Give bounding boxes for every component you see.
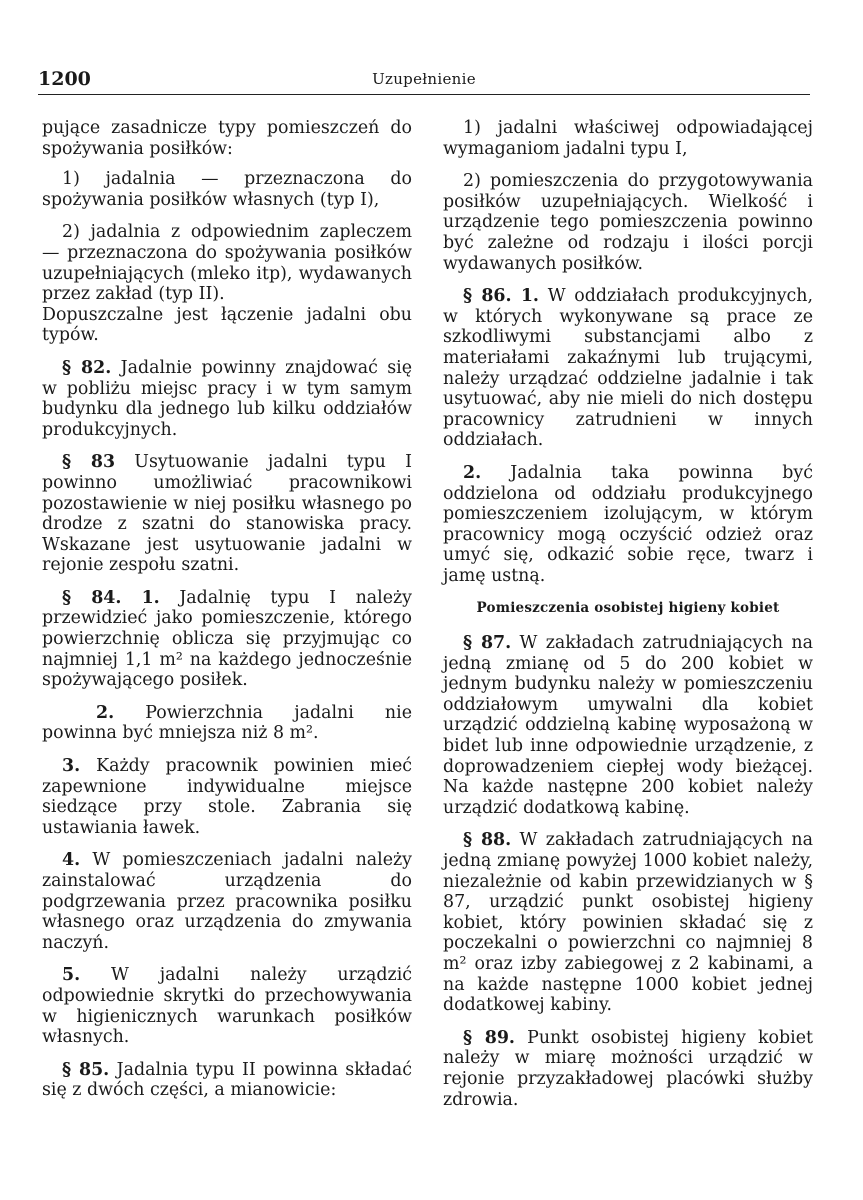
paragraph-section-88: § 88. W zakładach zatrudniających na jedną zmianę powyżej 1000 kobiet należy, niezależnie od kabin przewidzianych w § 87, urządzić punkt osobistej higieny kobiet, który powinien składać się z poczekalni o powierzchni co najmniej 8 m² oraz izby zabiegowej z 2 kabinami, a na każde następne 1000 kobiet jednej dodatkowej kabiny. xyxy=(443,830,813,1016)
list-item: 1) jadalnia — przeznaczona do spożywania posiłków własnych (typ I), xyxy=(42,169,412,210)
section-mark: § 88. xyxy=(463,830,512,851)
running-title: Uzupełnienie xyxy=(372,70,476,88)
paragraph-section-84-1: § 84. 1. Jadalnię typu I należy przewidzieć jako pomieszczenie, którego powierzchnię oblicza się przyjmując co najmniej 1,1 m² na każdego jednocześnie spożywającego posiłek. xyxy=(42,587,412,691)
paragraph-section-84-5: 5. W jadalni należy urządzić odpowiednie skrytki do przechowywania w higienicznych warunkach posiłków własnych. xyxy=(42,965,412,1048)
paragraph-section-84-4: 4. W pomieszczeniach jadalni należy zainstalować urządzenia do podgrzewania przez pracownika posiłku własnego oraz urządzenia do zmywania naczyń. xyxy=(42,850,412,953)
paragraph: Dopuszczalne jest łączenie jadalni obu typów. xyxy=(42,304,412,346)
section-mark: 4. xyxy=(62,850,81,871)
paragraph-section-86-1: § 86. 1. W oddziałach produkcyjnych, w których wykonywane są prace ze szkodliwymi substancjami albo z materiałami zakaźnymi lub trującymi, należy urządzać oddzielne jadalnie i tak usytuować, aby nie mieli do nich dostępu pracownicy zatrudnieni w innych oddziałach. xyxy=(443,286,813,451)
paragraph-section-86-2: 2. Jadalnia taka powinna być oddzielona od oddziału produkcyjnego pomieszczeniem izolującym, w którym pracownicy mogą oczyścić odzież oraz umyć się, odkazić sobie ręce, twarz i jamę ustną. xyxy=(443,462,813,586)
section-mark: § 82. xyxy=(62,357,112,378)
section-mark: § 89. xyxy=(463,1027,515,1048)
left-column xyxy=(42,118,412,1113)
section-mark: § 83 xyxy=(62,452,116,473)
right-column xyxy=(443,118,813,1122)
paragraph-section-82: § 82. Jadalnie powinny znajdować się w pobliżu miejsc pracy i w tym samym budynku dla jednego lub kilku oddziałów produkcyjnych. xyxy=(42,357,413,440)
paragraph-section-85: § 85. Jadalnia typu II powinna składać się z dwóch części, a mianowicie: xyxy=(42,1059,413,1101)
paragraph-section-89: § 89. Punkt osobistej higieny kobiet należy w miarę możności urządzić w rejonie przyzakładowej placówki służby zdrowia. xyxy=(443,1027,814,1110)
list-item: 2) jadalnia z odpowiednim zapleczem — przeznaczona do spożywania posiłków uzupełniających (mleko itp), wydawanych przez zakład (typ II). xyxy=(42,222,412,305)
paragraph-section-84-2: 2. Powierzchnia jadalni nie powinna być mniejsza niż 8 m². xyxy=(42,702,412,744)
section-mark: § 87. xyxy=(463,633,512,654)
page-header xyxy=(38,66,810,95)
paragraph-section-84-3: 3. Każdy pracownik powinien mieć zapewnione indywidualne miejsce siedzące przy stole. Zabrania się ustawiania ławek. xyxy=(42,756,412,838)
page-number: 1200 xyxy=(38,68,91,90)
paragraph-section-87: § 87. W zakładach zatrudniających na jedną zmianę od 5 do 200 kobiet w jednym budynku należy w pomieszczeniu oddziałowym umywalni dla kobiet urządzić oddzielną kabinę wyposażoną w bidet lub inne odpowiednie urządzenie, z doprowadzeniem ciepłej wody bieżącej. Na każde następne 200 kobiet należy urządzić dodatkową kabinę. xyxy=(443,633,813,818)
section-mark: 3. xyxy=(62,756,81,777)
list-item: 1) jadalni właściwej odpowiadającej wymaganiom jadalni typu I, xyxy=(443,118,813,159)
list-item: 2) pomieszczenia do przygotowywania posiłków uzupełniających. Wielkość i urządzenie tego pomieszczenia powinno być zależne od rodzaju i ilości porcji wydawanych posiłków. xyxy=(443,171,813,274)
section-mark: 5. xyxy=(62,965,81,986)
paragraph: pujące zasadnicze typy pomieszczeń do spożywania posiłków: xyxy=(42,118,412,159)
section-mark: § 86. 1. xyxy=(463,286,539,307)
section-mark: 2. xyxy=(96,702,115,723)
section-mark: § 85. xyxy=(62,1059,110,1080)
section-heading: Pomieszczenia osobistej higieny kobiet xyxy=(476,600,780,617)
paragraph-section-83: § 83 Usytuowanie jadalni typu I powinno umożliwiać pracownikowi pozostawienie w niej posiłku własnego po drodze z szatni do stanowiska pracy. Wskazane jest usytuowanie jadalni w rejonie zespołu szatni. xyxy=(42,452,412,576)
section-mark: § 84. 1. xyxy=(62,587,160,608)
section-mark: 2. xyxy=(463,462,482,483)
